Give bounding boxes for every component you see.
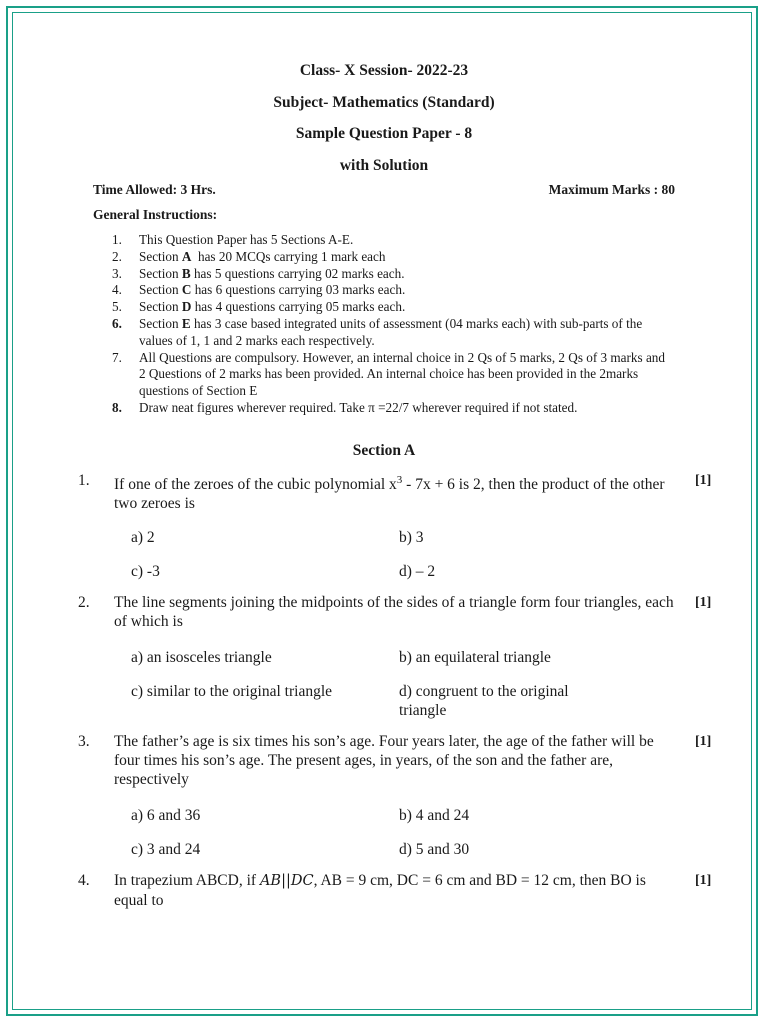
maximum-marks: Maximum Marks : 80: [548, 182, 675, 197]
instruction-item: [112, 350, 672, 400]
instruction-text: Section: [139, 248, 182, 264]
option-c: c) similar to the original triangle: [131, 683, 333, 700]
question-text: The father’s age is six times his son’s age. Four years later, the age of the father will be four times his son’s age. The present ages, in years, of the son and the father are, respectively: [114, 733, 654, 788]
instruction-item: [112, 249, 672, 266]
instruction-item: [112, 400, 672, 417]
option-c: c) -3: [131, 563, 160, 580]
instruction-item: [112, 299, 672, 316]
marks-label: [1]: [695, 873, 712, 888]
question-text: The line segments joining the midpoints of the sides of a triangle form four triangles, each of which is: [114, 594, 674, 630]
marks-label: [1]: [695, 473, 712, 488]
question-number: 2.: [78, 594, 90, 611]
instruction-text: All Questions are compulsory. However, an internal choice in 2 Qs of 5 marks, 2 Qs of 3 marks and 2 Questions of 2 marks has been provided. An internal choice has been provided in the 2marks questions of Section E: [139, 349, 665, 399]
option-a: a) 6 and 36: [131, 807, 201, 824]
paper-meta-row: [93, 182, 675, 198]
question-text-part: , AB = 9 cm, DC = 6 cm and BD = 12 cm, then BO is equal to: [114, 872, 646, 909]
option-b: b) 3: [399, 529, 424, 546]
instruction-item: [112, 316, 672, 350]
question-text-part: - 7x + 6 is 2, then the product of the other two zeroes is: [114, 476, 665, 513]
class-session-title: Class- X Session- 2022-23: [299, 62, 469, 79]
general-instructions-heading: General Instructions:: [93, 207, 218, 222]
marks-label: [1]: [695, 734, 712, 749]
option-d: d) congruent to the original triangle: [399, 683, 569, 719]
solution-subtitle: with Solution: [339, 157, 429, 174]
instruction-item: [112, 266, 672, 283]
question-number: 4.: [78, 872, 90, 889]
instruction-number: 4.: [112, 282, 122, 298]
instruction-text: Section: [139, 265, 182, 281]
time-allowed: Time Allowed: 3 Hrs.: [93, 182, 216, 197]
instruction-text: Draw neat figures wherever required. Take π =22/7 wherever required if not stated.: [139, 399, 578, 415]
instruction-item: [112, 282, 672, 299]
instruction-number: 2.: [112, 248, 122, 264]
section-a-heading: Section A: [352, 442, 416, 459]
section-letter: B: [181, 265, 191, 281]
instruction-text: has 20 MCQs carrying 1 mark each: [191, 248, 386, 264]
option-b: b) an equilateral triangle: [399, 649, 551, 666]
exponent: 3: [396, 474, 403, 486]
math-expression: AB||DC: [259, 873, 314, 889]
question-text-part: In trapezium ABCD, if: [114, 872, 260, 889]
instruction-text: has 6 questions carrying 03 marks each.: [191, 282, 406, 298]
instruction-number: 8.: [112, 399, 122, 415]
subject-title: Subject- Mathematics (Standard): [273, 94, 495, 111]
question-number: 3.: [78, 733, 90, 750]
option-b: b) 4 and 24: [399, 807, 470, 824]
instruction-text: Section: [139, 282, 182, 298]
marks-label: [1]: [695, 595, 712, 610]
instruction-text: has 5 questions carrying 02 marks each.: [190, 265, 405, 281]
instruction-text: has 3 case based integrated units of assessment (04 marks each) with sub-parts of the values of 1, 1 and 2 marks each respectively.: [139, 315, 643, 348]
option-d: d) 5 and 30: [399, 841, 470, 858]
section-letter: E: [181, 315, 191, 331]
instruction-number: 5.: [112, 299, 122, 315]
question-number: 1.: [78, 472, 90, 489]
instruction-text: Section: [139, 299, 182, 315]
instructions-list: [112, 232, 672, 417]
section-letter: C: [181, 282, 192, 298]
instruction-text: has 4 questions carrying 05 marks each.: [191, 299, 406, 315]
question-text: [114, 871, 674, 910]
option-c: c) 3 and 24: [131, 841, 201, 858]
instruction-number: 7.: [112, 349, 122, 365]
section-letter: A: [181, 248, 192, 264]
question-text-part: If one of the zeroes of the cubic polynomial x: [114, 476, 397, 494]
option-d: d) – 2: [399, 563, 436, 580]
instruction-number: 1.: [112, 232, 122, 247]
instruction-number: 6.: [112, 315, 122, 331]
paper-title: Sample Question Paper - 8: [295, 125, 473, 142]
option-a: a) an isosceles triangle: [131, 649, 272, 666]
question-text: [114, 471, 674, 513]
section-letter: D: [181, 299, 192, 315]
option-a: a) 2: [131, 529, 155, 546]
instruction-text: This Question Paper has 5 Sections A-E.: [139, 232, 354, 247]
instruction-item: [112, 232, 672, 249]
instruction-text: Section: [139, 315, 182, 331]
instruction-number: 3.: [112, 265, 122, 281]
